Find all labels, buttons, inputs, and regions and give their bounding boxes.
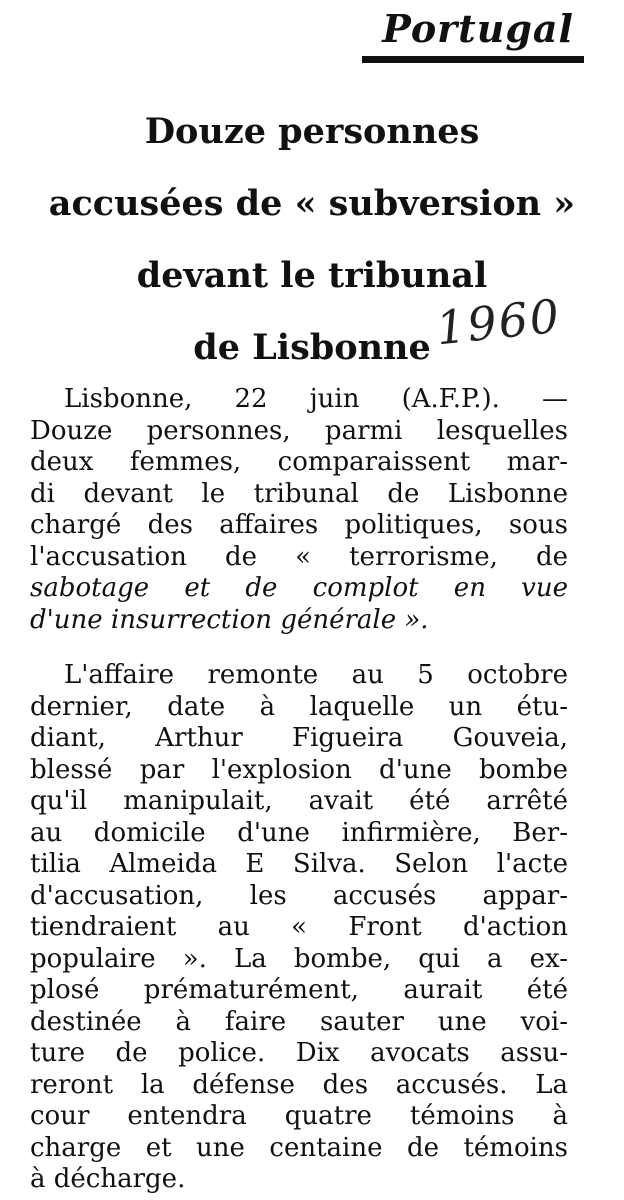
section-rubric: Portugal [382,6,574,51]
paragraph-line: tilia Almeida E Silva. Selon l'acte [30,849,568,879]
paragraph-line: ture de police. Dix avocats assu- [30,1038,568,1068]
paragraph-line: Douze personnes, parmi lesquelles [30,415,568,446]
paragraph-line: qu'il manipulait, avait été arrêté [30,786,568,816]
article-paragraph-1 [30,384,568,636]
paragraph-line: charge et une centaine de témoins [30,1132,568,1163]
rubric-underline [362,56,584,63]
paragraph-line: di devant le tribunal de Lisbonne [30,478,568,509]
paragraph-line: à décharge. [30,1164,186,1194]
paragraph-line: reront la défense des accusés. La [30,1069,568,1100]
paragraph-line: deux femmes, comparaissent mar- [30,447,568,477]
headline-line: accusées de « subversion » [48,183,576,224]
paragraph-line: dernier, date à laquelle un étu- [30,691,568,722]
paragraph-line: sabotage et de complot en vue [30,573,568,603]
paragraph-line: d'accusation, les accusés appar- [30,880,568,911]
paragraph-line: L'affaire remonte au 5 octobre [64,660,568,690]
headline-line: Douze personnes [144,111,480,152]
paragraph-line: plosé prématurément, aurait été [30,975,568,1005]
paragraph-line: blessé par l'explosion d'une bombe [30,754,568,785]
paragraph-line: populaire ». La bombe, qui a ex- [30,943,568,974]
paragraph-line: chargé des affaires politiques, sous [30,510,568,540]
paragraph-line: au domicile d'une infirmière, Ber- [30,817,568,848]
paragraph-line: tiendraient au « Front d'action [30,912,568,942]
handwritten-year-annotation: 1960 [433,288,564,356]
headline-line: devant le tribunal [136,255,488,296]
paragraph-line: cour entendra quatre témoins à [30,1101,568,1131]
paragraph-line: Lisbonne, 22 juin (A.F.P.). — [64,384,568,414]
article-paragraph-2 [30,660,568,1196]
paragraph-line: l'accusation de « terrorisme, de [30,541,568,572]
paragraph-line: diant, Arthur Figueira Gouveia, [30,723,568,753]
paragraph-line: destinée à faire sauter une voi- [30,1006,568,1037]
headline-line: de Lisbonne [193,327,431,368]
paragraph-line: d'une insurrection générale ». [30,604,429,635]
